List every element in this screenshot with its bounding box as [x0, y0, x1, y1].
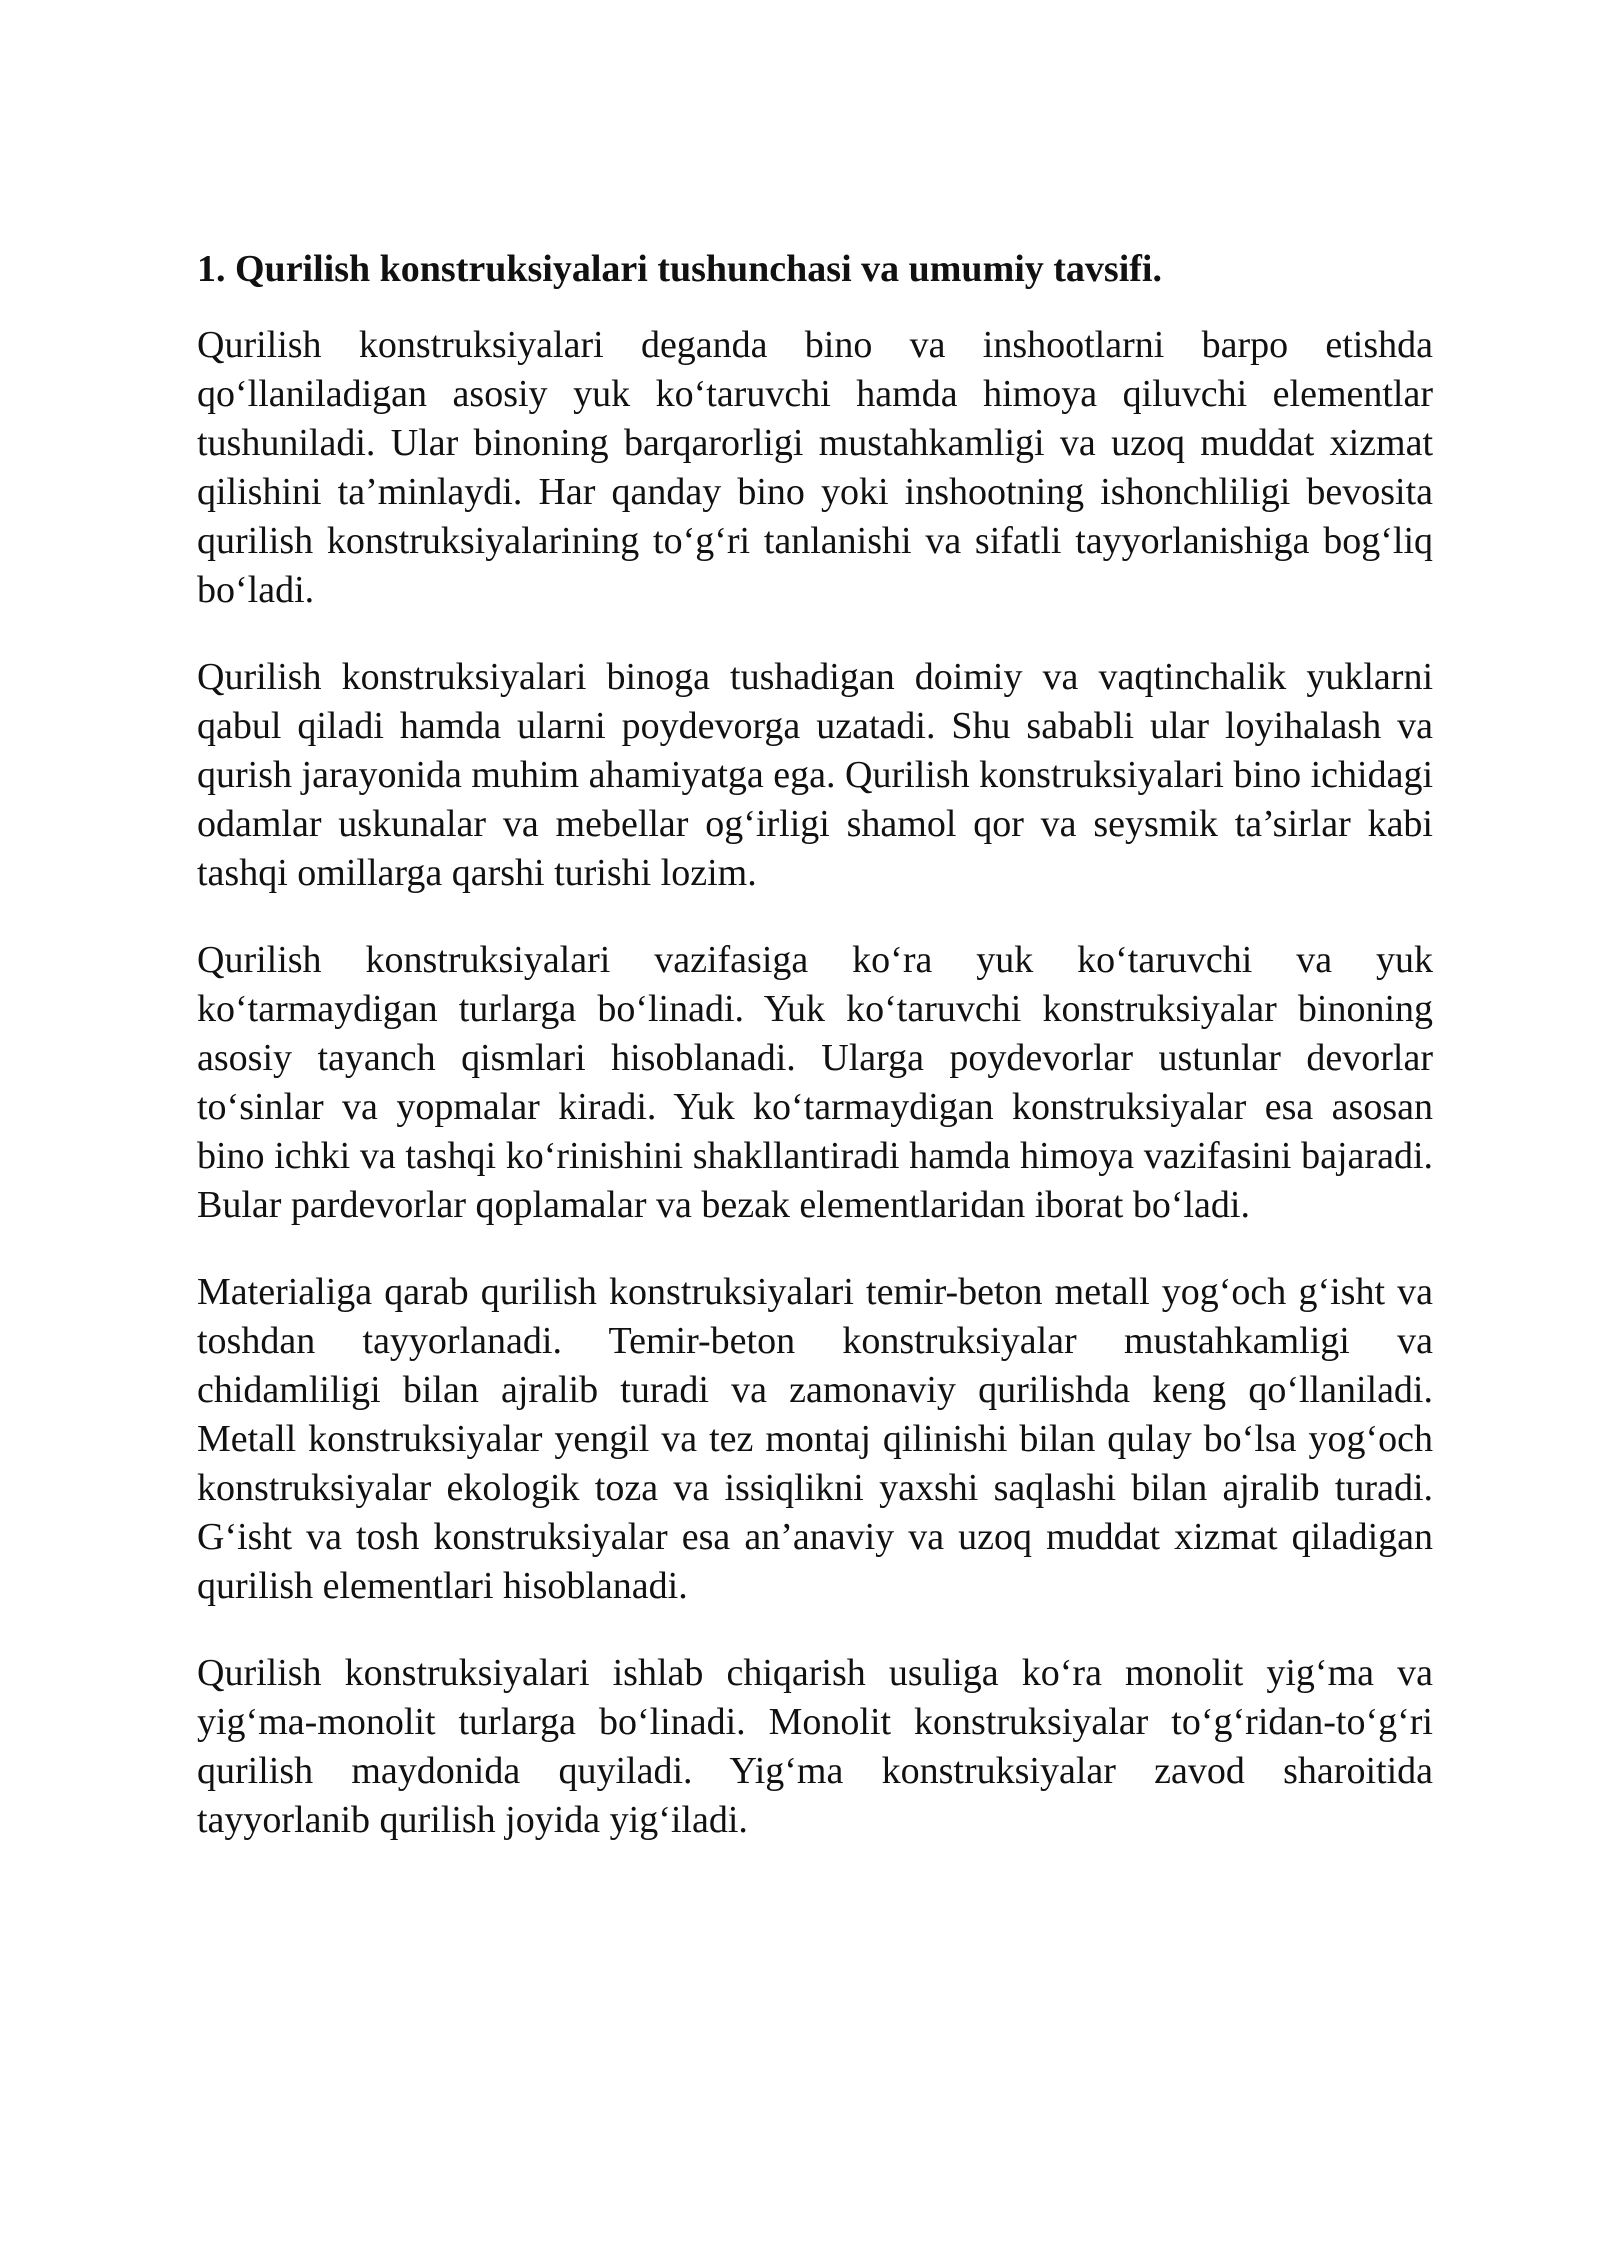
paragraph-3: Qurilish konstruksiyalari vazifasiga ko‘ra yuk ko‘taruvchi va yuk ko‘tarmaydigan turlarga bo‘linadi. Yuk ko‘taruvchi konstruksiyalar binoning asosiy tayanch qismlari hisoblanadi. Ularga poydevorlar ustunlar devorlar to‘sinlar va yopmalar kiradi. Yuk ko‘tarmaydigan konstruksiyalar esa asosan bino ichki va tashqi ko‘rinishini shakllantiradi hamda himoya vazifasini bajaradi. Bular pardevorlar qoplamalar va bezak elementlaridan iborat bo‘ladi. — [197, 939, 1433, 1226]
section-heading: 1. Qurilish konstruksiyalari tushunchasi va umumiy tavsifi. — [197, 248, 1162, 290]
paragraph-1: Qurilish konstruksiyalari deganda bino va inshootlarni barpo etishda qo‘llaniladigan asosiy yuk ko‘taruvchi hamda himoya qiluvchi elementlar tushuniladi. Ular binoning barqarorligi mustahkamligi va uzoq muddat xizmat qilishini ta’minlaydi. Har qanday bino yoki inshootning ishonchliligi bevosita qurilish konstruksiyalarining to‘g‘ri tanlanishi va sifatli tayyorlanishiga bog‘liq bo‘ladi. — [197, 324, 1433, 611]
paragraph-5: Qurilish konstruksiyalari ishlab chiqarish usuliga ko‘ra monolit yig‘ma va yig‘ma-monolit turlarga bo‘linadi. Monolit konstruksiyalar to‘g‘ridan-to‘g‘ri qurilish maydonida quyiladi. Yig‘ma konstruksiyalar zavod sharoitida tayyorlanib qurilish joyida yig‘iladi. — [197, 1652, 1433, 1841]
paragraph-4: Materialiga qarab qurilish konstruksiyalari temir-beton metall yog‘och g‘isht va toshdan tayyorlanadi. Temir-beton konstruksiyalar mustahkamligi va chidamliligi bilan ajralib turadi va zamonaviy qurilishda keng qo‘llaniladi. Metall konstruksiyalar yengil va tez montaj qilinishi bilan qulay bo‘lsa yog‘och konstruksiyalar ekologik toza va issiqlikni yaxshi saqlashi bilan ajralib turadi. G‘isht va tosh konstruksiyalar esa an’anaviy va uzoq muddat xizmat qiladigan qurilish elementlari hisoblanadi. — [197, 1271, 1433, 1607]
paragraph-2: Qurilish konstruksiyalari binoga tushadigan doimiy va vaqtinchalik yuklarni qabul qiladi hamda ularni poydevorga uzatadi. Shu sababli ular loyihalash va qurish jarayonida muhim ahamiyatga ega. Qurilish konstruksiyalari bino ichidagi odamlar uskunalar va mebellar og‘irligi shamol qor va seysmik ta’sirlar kabi tashqi omillarga qarshi turishi lozim. — [197, 656, 1433, 894]
document-page — [197, 245, 1433, 1883]
